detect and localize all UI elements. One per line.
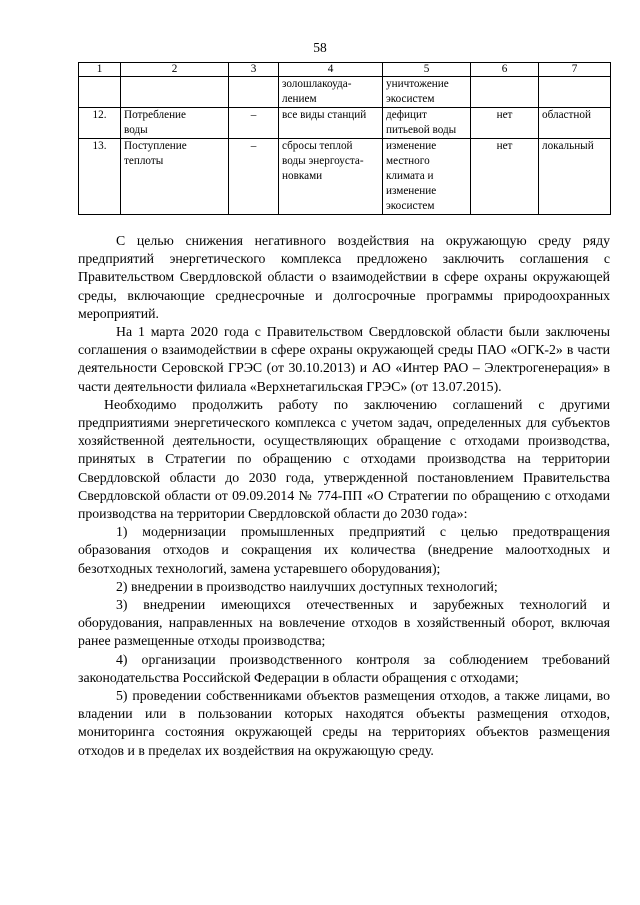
cell-text: экосистем — [386, 200, 435, 212]
list-item: 1) модернизации промышленных предприятий с целью предотвращения образования отходов и сокращения их количества (внедрение малоотходных и безотходных технологий, замена устаревшего оборудования); — [78, 524, 610, 576]
cell-text: дефицит — [386, 109, 427, 121]
table-cell: нет — [471, 139, 539, 215]
cell-text: изменение — [386, 140, 437, 152]
table-cell: 12. — [79, 108, 121, 139]
column-header: 7 — [539, 63, 611, 77]
table-header-row — [79, 63, 611, 77]
table-cell — [471, 77, 539, 108]
page-number: 58 — [313, 40, 327, 55]
table-row — [79, 139, 611, 215]
table-cell — [539, 77, 611, 108]
table-cell — [279, 108, 383, 139]
list-item: 4) организации производственного контроля за соблюдением требований законодательства Российской Федерации в области обращения с отходами; — [78, 651, 610, 685]
list-item: 2) внедрении в производство наилучших доступных технологий; — [116, 578, 498, 594]
table-cell — [79, 77, 121, 108]
list-item: 5) проведении собственниками объектов размещения отходов, а также лицами, во владении или в пользовании которых находятся объекты размещения отходов, мониторинга состояния окружающей среды на территориях объектов размещения отходов и в пределах их воздействия на окружающую среду. — [78, 688, 610, 758]
column-header: 4 — [279, 63, 383, 77]
table-cell: – — [229, 139, 279, 215]
cell-text: сбросы теплой — [282, 140, 353, 152]
cell-text: новками — [282, 170, 323, 182]
paragraph: На 1 марта 2020 года с Правительством Свердловской области были заключены соглашения о взаимодействии в сфере охраны окружающей среды ПАО «ОГК-2» в части деятельности Серовской ГРЭС (от 30.10.2013) и АО «Интер РАО – Электрогенерация» в части деятельности филиала «Верхнетагильская ГРЭС» (от 13.07.2015). — [78, 324, 610, 394]
table-cell — [383, 77, 471, 108]
cell-text: климата и — [386, 170, 434, 182]
cell-text: все виды станций — [282, 109, 367, 121]
table-cell — [279, 77, 383, 108]
paragraph: С целью снижения негативного воздействия на окружающую среду ряду предприятий энергетического комплекса предложено заключить соглашения с Правительством Свердловской области о взаимодействии в сфере охраны окружающей среды, включающие среднесрочные и долгосрочные программы природоохранных мероприятий. — [78, 233, 610, 321]
table-cell — [383, 139, 471, 215]
table-row — [79, 77, 611, 108]
table-cell: нет — [471, 108, 539, 139]
table-cell: локальный — [539, 139, 611, 215]
cell-text: Поступление — [124, 140, 187, 152]
table-cell — [383, 108, 471, 139]
cell-text: воды энергоуста- — [282, 155, 364, 167]
cell-text: золошлакоуда- — [282, 78, 352, 90]
table-cell — [229, 77, 279, 108]
cell-text: питьевой воды — [386, 124, 457, 136]
table-cell — [121, 77, 229, 108]
table-cell: 13. — [79, 139, 121, 215]
cell-text: местного — [386, 155, 430, 167]
list-item: 3) внедрении имеющихся отечественных и зарубежных технологий и оборудования, направленных на вовлечение отходов в хозяйственный оборот, включая ранее размещенные отходы производства; — [78, 597, 610, 649]
cell-text: теплоты — [124, 155, 164, 167]
cell-text: изменение — [386, 185, 437, 197]
cell-text: лением — [282, 93, 317, 105]
cell-text: воды — [124, 124, 148, 136]
cell-text: экосистем — [386, 93, 435, 105]
column-header: 5 — [383, 63, 471, 77]
column-header: 3 — [229, 63, 279, 77]
cell-text: Потребление — [124, 109, 187, 121]
cell-text: уничтожение — [386, 78, 449, 90]
table-cell: – — [229, 108, 279, 139]
document-body — [78, 232, 610, 760]
table-cell — [279, 139, 383, 215]
column-header: 1 — [79, 63, 121, 77]
paragraph: Необходимо продолжить работу по заключению соглашений с другими предприятиями энергетического комплекса с учетом задач, определенных для субъектов хозяйственной деятельности, осуществляющих обращение с отходами производства, принятых в Стратегии по обращению с отходами производства на территории Свердловской области до 2030 года, утвержденной постановлением Правительства Свердловской области от 09.09.2014 № 774-ПП «О Стратегии по обращению с отходами производства на территории Свердловской области до 2030 года»: — [78, 396, 610, 522]
column-header: 6 — [471, 63, 539, 77]
impact-table — [78, 62, 611, 215]
table-cell — [121, 108, 229, 139]
table-cell — [121, 139, 229, 215]
table-cell: областной — [539, 108, 611, 139]
column-header: 2 — [121, 63, 229, 77]
table-row — [79, 108, 611, 139]
